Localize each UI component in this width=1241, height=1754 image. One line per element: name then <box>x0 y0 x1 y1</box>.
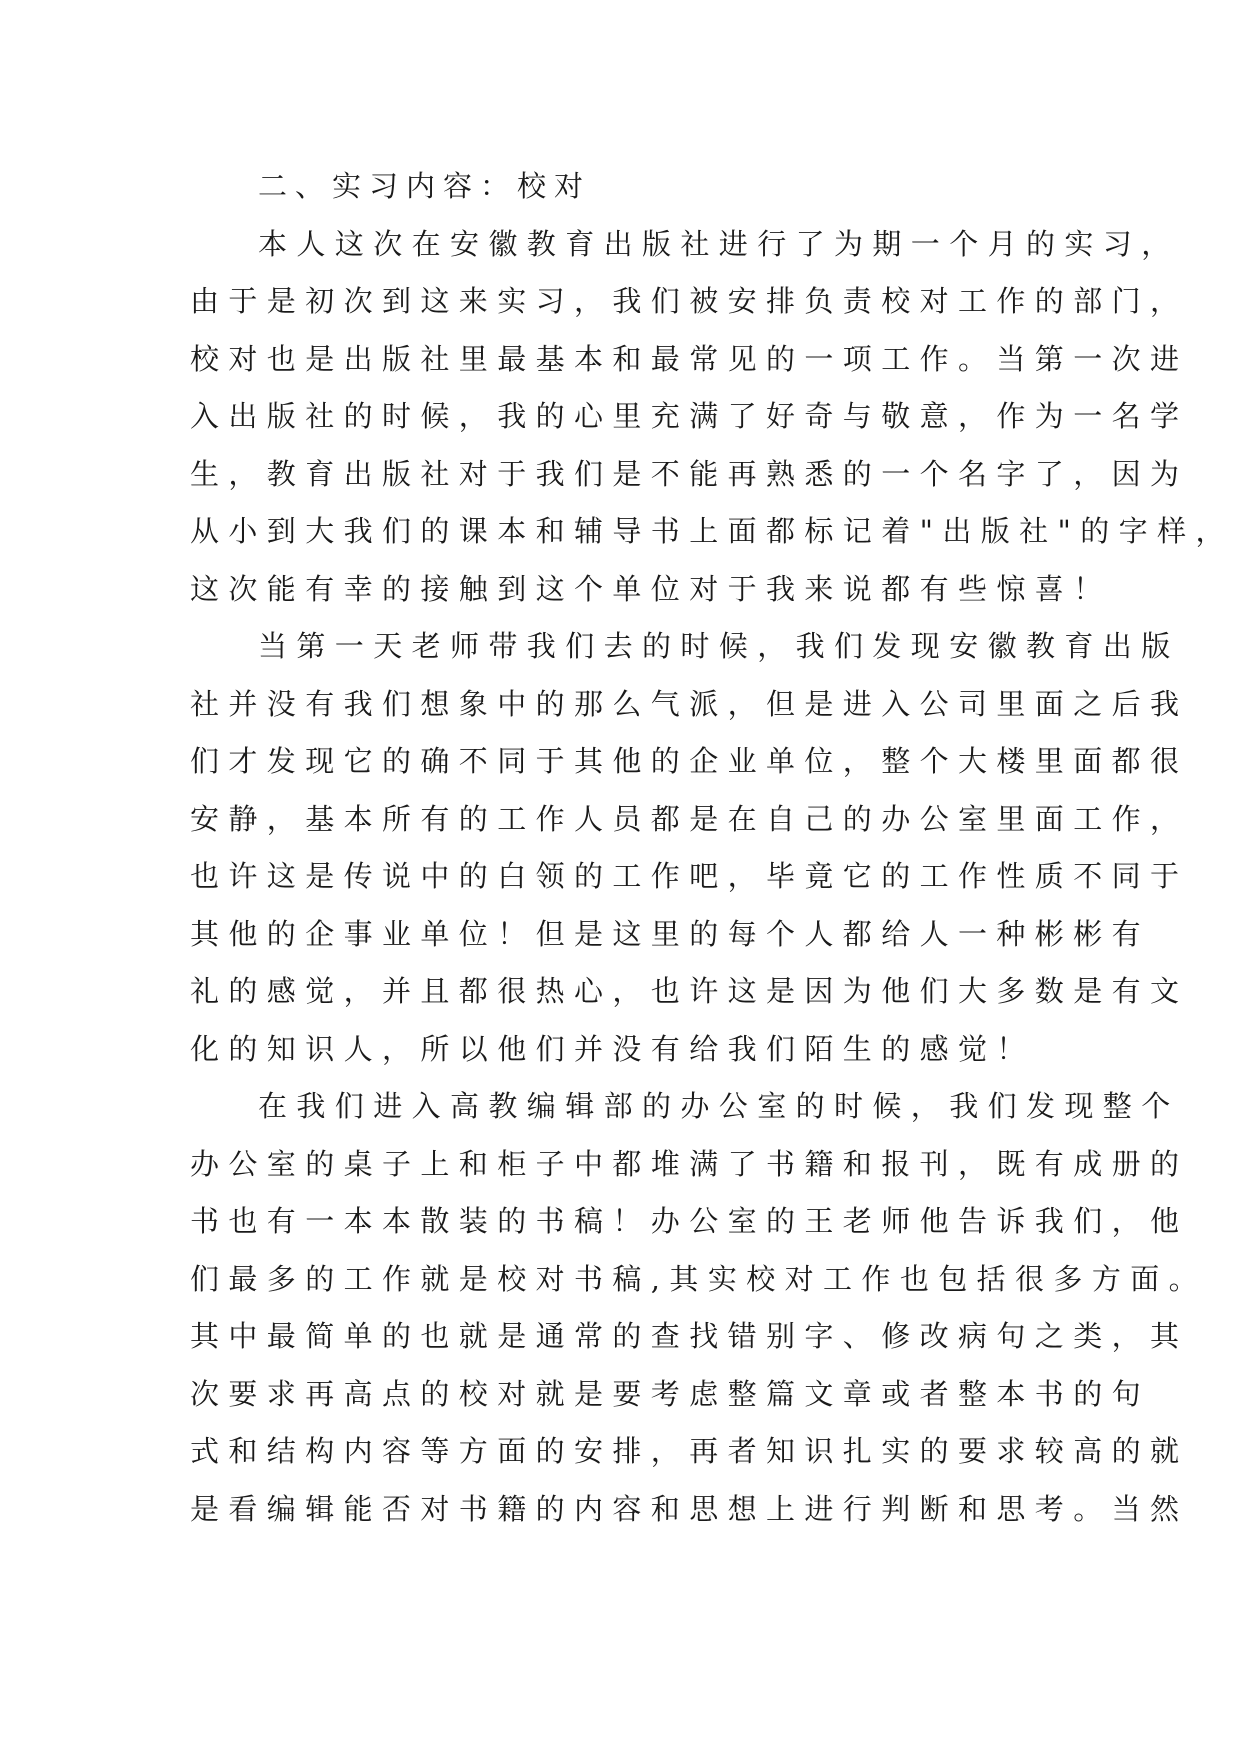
paragraph-2 <box>190 618 1189 1078</box>
paragraph-line: 这次能有幸的接触到这个单位对于我来说都有些惊喜！ <box>190 571 1112 606</box>
paragraph-line: 生，教育出版社对于我们是不能再熟悉的一个名字了，因为 <box>190 456 1189 491</box>
paragraph-line: 也许这是传说中的白领的工作吧，毕竟它的工作性质不同于 <box>190 859 1189 893</box>
paragraph-line: 社并没有我们想象中的那么气派，但是进入公司里面之后我 <box>190 686 1189 721</box>
paragraph-line: 其中最简单的也就是通常的查找错别字、修改病句之类，其 <box>190 1319 1189 1353</box>
paragraph-line: 其他的企事业单位！但是这里的每个人都给人一种彬彬有 <box>190 916 1151 951</box>
paragraph-line: 校对也是出版社里最基本和最常见的一项工作。当第一次进 <box>190 341 1189 376</box>
paragraph-line: 在我们进入高教编辑部的办公室的时候，我们发现整个 <box>258 1089 1180 1123</box>
paragraph-line: 礼的感觉，并且都很热心，也许这是因为他们大多数是有文 <box>190 974 1189 1008</box>
paragraph-line: 当第一天老师带我们去的时候，我们发现安徽教育出版 <box>258 629 1180 663</box>
document-body <box>190 158 1234 1538</box>
paragraph-line: 安静，基本所有的工作人员都是在自己的办公室里面工作， <box>190 801 1189 836</box>
paragraph-line: 书也有一本本散装的书稿！办公室的王老师他告诉我们，他 <box>190 1204 1189 1238</box>
section-heading: 二、实习内容：校对 <box>258 169 592 203</box>
paragraph-line: 们最多的工作就是校对书稿,其实校对工作也包括很多方面。 <box>190 1261 1208 1296</box>
paragraph-line: 式和结构内容等方面的安排，再者知识扎实的要求较高的就 <box>190 1434 1189 1468</box>
paragraph-line: 从小到大我们的课本和辅导书上面都标记着"出版社"的字样， <box>190 514 1234 548</box>
paragraph-line: 们才发现它的确不同于其他的企业单位，整个大楼里面都很 <box>190 744 1189 778</box>
paragraph-line: 次要求再高点的校对就是要考虑整篇文章或者整本书的句 <box>190 1376 1151 1411</box>
paragraph-3 <box>190 1078 1208 1538</box>
paragraph-line: 办公室的桌子上和柜子中都堆满了书籍和报刊，既有成册的 <box>190 1146 1189 1181</box>
paragraph-line: 入出版社的时候，我的心里充满了好奇与敬意，作为一名学 <box>190 399 1189 433</box>
paragraph-line: 化的知识人，所以他们并没有给我们陌生的感觉！ <box>190 1031 1035 1066</box>
paragraph-1 <box>190 216 1234 619</box>
paragraph-line: 是看编辑能否对书籍的内容和思想上进行判断和思考。当然 <box>190 1491 1189 1526</box>
paragraph-line: 由于是初次到这来实习，我们被安排负责校对工作的部门， <box>190 284 1189 318</box>
paragraph-line: 本人这次在安徽教育出版社进行了为期一个月的实习， <box>258 226 1180 261</box>
